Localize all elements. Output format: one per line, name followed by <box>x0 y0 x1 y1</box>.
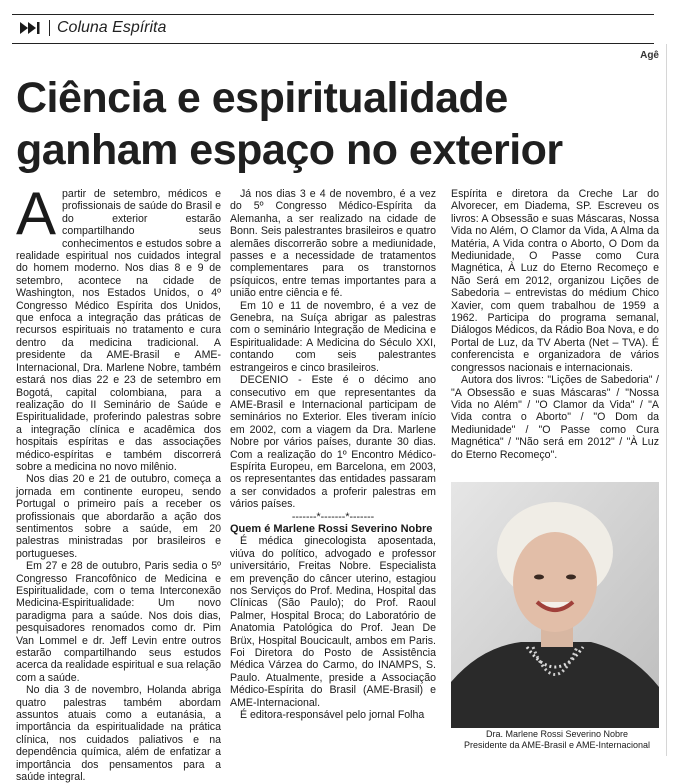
bio-box-title: Quem é Marlene Rossi Severino Nobre <box>230 522 433 535</box>
paragraph: É editora-responsável pelo jornal Folha <box>240 709 425 722</box>
double-play-icon <box>18 20 42 36</box>
paragraph: Já nos dias 3 e 4 de novembro, é a vez do 5º Congresso Médico-Espírita da Alemanha, a ser realizado na cidade de Bonn. Seis palestrantes brasileiros e quatro alemães discorrerão sobre a mediunidade, passes e a necessidade de tratamentos complementares para os transtornos psíquicos, entre temas importantes para a união entre ciência e fé. <box>230 188 436 300</box>
paragraph: Nos dias 20 e 21 de outubro, começa a jornada em continente europeu, sendo Portugal o primeiro país a receber os profissionais que abordarão a ação dos sentimentos sobre a saúde, em 20 palestras ministradas por brasileiros e portugueses. <box>16 473 221 560</box>
article-column-2 <box>230 188 436 721</box>
caption-line-2: Presidente da AME-Brasil e AME-Internacional <box>463 740 651 750</box>
paragraph: Em 10 e 11 de novembro, é a vez de Genebra, na Suíça abrigar as palestras com o seminário Integração de Medicina e Espiritualidade: A Medicina do Século XXI, contando com seis palestrantes estrangeiros e cinco brasileiros. <box>230 299 436 374</box>
section-separator: -------*-------*------- <box>291 510 375 523</box>
caption-line-1: Dra. Marlene Rossi Severino Nobre <box>485 729 629 739</box>
paragraph: Em 27 e 28 de outubro, Paris sedia o 5º Congresso Francofônico de Medicina e Espiritualidade, com o tema Interconexão Medicina-Espiritualidade: Um novo paradigma para a saúde. Nos dois dias, pesquisadores renomados como dr. Pim Van Lommel e dr. Jeff Levin entre outros estarão compartilhando seus estudos acerca da realidade espiritual e sua relação com a saúde. <box>16 560 221 684</box>
corner-label: Agê <box>640 50 659 61</box>
paragraph: DECENIO - Este é o décimo ano consecutivo em que representantes da AME-Brasil e Internacional participam de seminários no Exterior. Eles tiveram início em 2002, com a viagem da Dra. Marlene Nobre por vários países, durante 30 dias. Com a realização do 1º Encontro Médico-Espírita Europeu, em Barcelona, em 2003, os representantes das entidades passaram a ser convidados a proferir palestras em vários países. <box>230 374 436 511</box>
header-divider <box>49 20 50 36</box>
paragraph: partir de setembro, médicos e profissionais de saúde do Brasil e do exterior estarão compartilhando seus conhecimentos e estudos sobre a realidade espiritual nos cuidados integral do homem moderno. Nos dias 8 e 9 de setembro, acontece na cidade de Washington, nos Estados Unidos, o 4º Congresso Médico Espírita dos Unidos, que enfoca a integração das práticas de recursos espirituais no tratamento e cura dentro da medicina tradicional. A presidente da AME-Brasil e AME-Internacional, Dra. Marlene Nobre, também estará nos dias 22 e 23 de setembro em Bogotá, capital colombiana, para a realização do II Seminário de Saúde e Espiritualidade, proferindo palestras sobre a integração clínica e acadêmica dos hospitais espíritas e das associações médico-espíritas e também discorrerá sobre a medicina no novo milênio. <box>16 188 221 473</box>
article-column-3 <box>451 188 659 461</box>
headline-line-2: ganham espaço no exterior <box>16 126 563 174</box>
section-title: Coluna Espírita <box>57 19 167 36</box>
paragraph: Autora dos livros: "Lições de Sabedoria" / "A Obsessão e suas Máscaras" / "Nossa Vida no Além" / "O Clamor da Vida" / "A Vida contra o Aborto" / "O Dom da Mediunidade" / "O Passe como Cura Magnética" / "Não será em 2012" / "À Luz do Eterno Recomeço". <box>451 374 659 461</box>
paragraph: No dia 3 de novembro, Holanda abriga quatro palestras também abordam assuntos atuais como a eutanásia, a importância da espiritualidade na prática clínica, nos cuidados paliativos e na dependência química, além de enfatizar a importância dos pensamentos para a saúde integral. <box>16 684 221 784</box>
right-column-rule <box>666 44 667 756</box>
headline-line-1: Ciência e espiritualidade <box>16 74 508 122</box>
paragraph: É médica ginecologista aposentada, viúva do político, advogado e professor universitário, Freitas Nobre. Especialista em prevenção do câncer uterino, estagiou nos Serviços do Prof. Medina, Hospital das Clínicas (São Paulo); do Prof. Raoul Palmer, Hospital Broca; do Laboratório de Anatomia Patológica do Prof. Jean De Brüx, Hospital Boucicault, ambos em Paris. Foi Diretora do Posto de Assistência Médica Várzea do Carmo, do INAMPS, S. Paulo. Atualmente, preside a Associação Médico-Espírita do Brasil (AME-Brasil) e AME-Internacional. <box>230 535 436 709</box>
article-column-1 <box>16 180 221 784</box>
paragraph: Espírita e diretora da Creche Lar do Alvorecer, em Diadema, SP. Escreveu os livros: A Obsessão e suas Máscaras, Nossa Vida no Além, O Clamor da Vida, A Alma da Matéria, A Vida contra o Aborto, O Dom da Mediunidade, O Passe como Cura Magnética, À Luz do Eterno Recomeço e Não Será em 2012, organizou Lições de Sabedoria – entrevistas do médium Chico Xavier, com quem trabalhou de 1959 a 1962. Participa do programa semanal, Diálogos Médicos, da Rádio Boa Nova, e do Portal de Luz, da TV Aberta (Net – TVA). É conferencista e organizadora de vários congressos nacionais e internacionais. <box>451 188 659 374</box>
portrait-photo <box>451 482 659 728</box>
portrait-illustration <box>451 482 659 728</box>
section-header-bar <box>12 14 654 44</box>
photo-caption <box>451 729 663 751</box>
drop-cap: A <box>16 180 57 247</box>
article-headline <box>16 72 666 176</box>
